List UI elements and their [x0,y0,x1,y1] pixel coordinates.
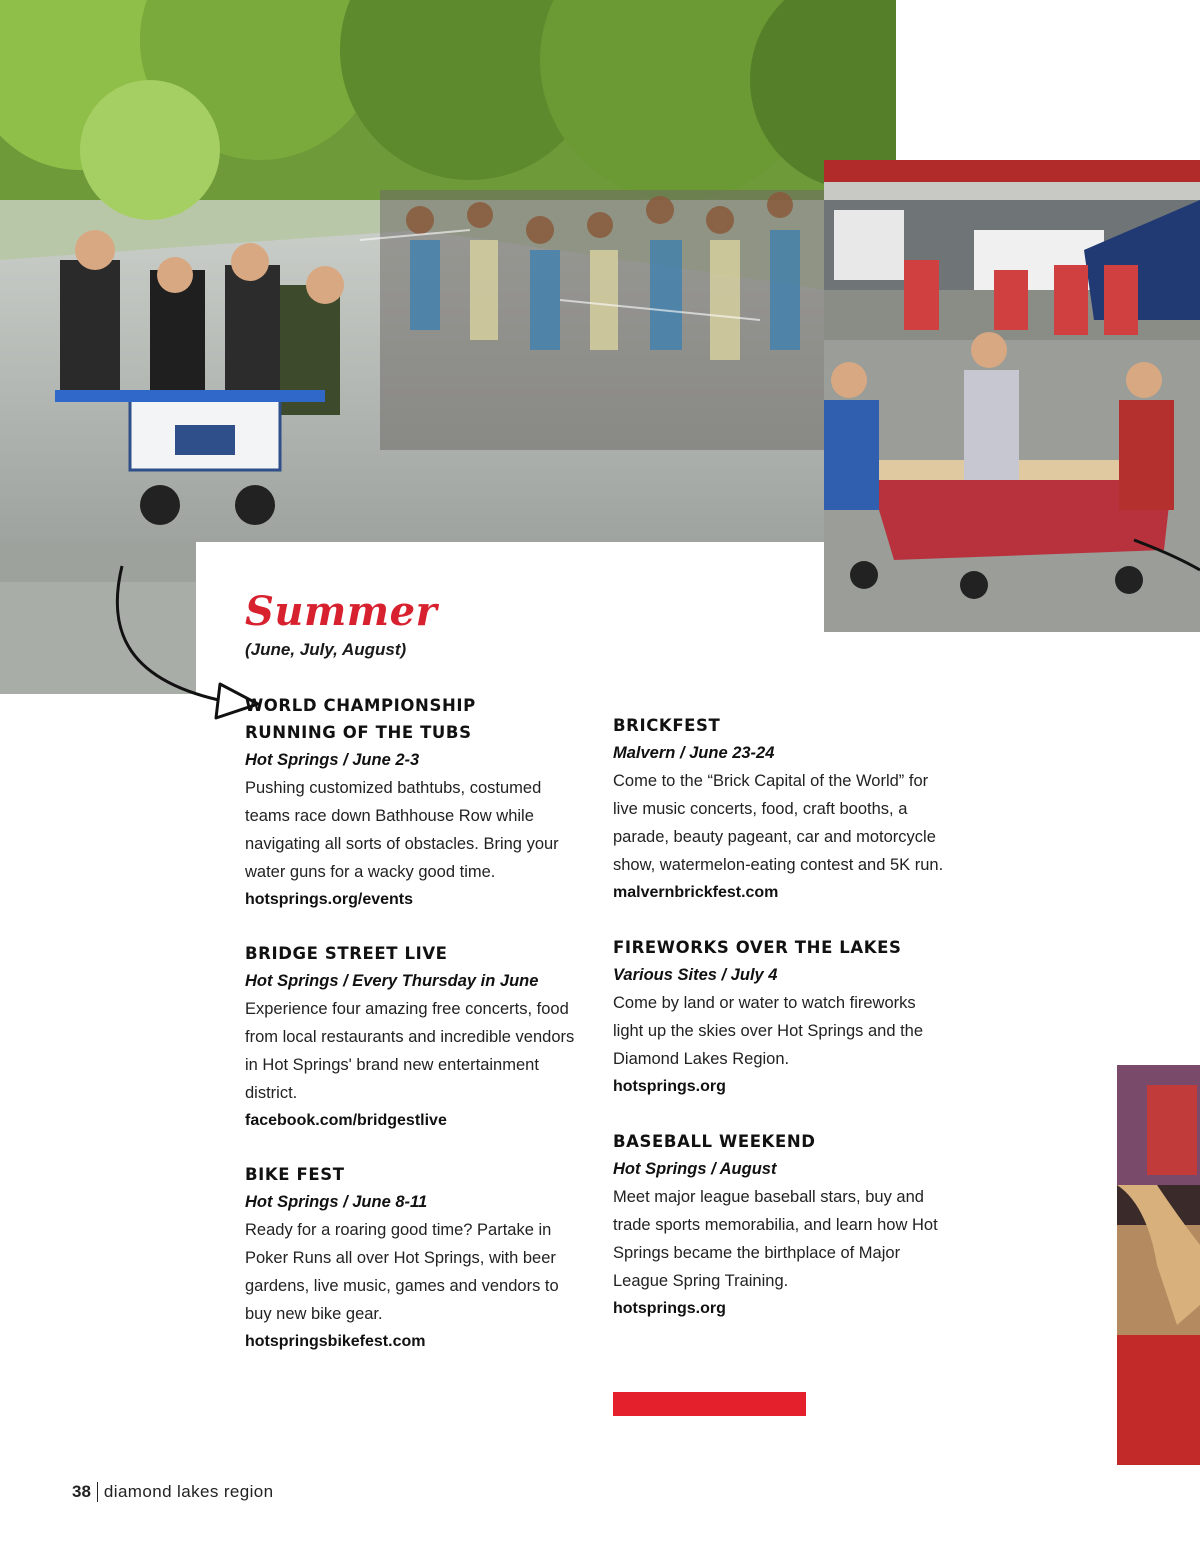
event-running-of-the-tubs [245,692,590,914]
footer-divider [97,1482,98,1502]
event-description: Experience four amazing free concerts, food from local restaurants and incredible vendors in Hot Springs' brand new entertainment district. [245,1000,575,1102]
event-title: BASEBALL WEEKEND [613,1132,816,1151]
events-left-column [245,692,590,1382]
event-when: Various Sites / July 4 [613,966,778,984]
event-fireworks-over-the-lakes [613,934,958,1101]
event-when: Malvern / June 23-24 [613,744,775,762]
event-description: Ready for a roaring good time? Partake in Poker Runs all over Hot Springs, with beer gardens, live music, games and vendors to buy new bike gear. [245,1221,559,1323]
event-bike-fest [245,1161,590,1356]
event-title: BIKE FEST [245,1165,345,1184]
event-bridge-street-live [245,940,590,1135]
event-when: Hot Springs / June 2-3 [245,751,420,769]
event-link[interactable]: hotspringsbikefest.com [245,1333,426,1350]
photo-baseball-expo [1117,1065,1200,1465]
event-link[interactable]: hotsprings.org/events [245,891,414,908]
publication-name: diamond lakes region [103,1482,274,1501]
event-description: Pushing customized bathtubs, costumed teams race down Bathhouse Row while navigating all sorts of obstacles. Bring your water guns for a wacky good time. [245,779,559,881]
baseball-expo-illustration [1117,1065,1200,1465]
event-brickfest [613,712,958,907]
bathtub-race-illustration [0,0,896,542]
event-link[interactable]: malvernbrickfest.com [613,884,779,901]
page-number: 38 [72,1482,91,1501]
event-description: Meet major league baseball stars, buy and trade sports memorabilia, and learn how Hot Springs became the birthplace of Major League Spring Training. [613,1188,938,1290]
page-footer [72,1482,274,1502]
event-link[interactable]: facebook.com/bridgestlive [245,1112,447,1129]
event-when: Hot Springs / Every Thursday in June [245,972,539,990]
season-title: Summer [245,588,438,635]
photo-bathtub-race [0,0,896,542]
event-title: BRICKFEST [613,716,721,735]
event-when: Hot Springs / June 8-11 [245,1193,428,1211]
curved-arrow-icon [108,562,268,722]
event-baseball-weekend [613,1128,958,1323]
decorative-red-bar [613,1392,806,1416]
event-title: WORLD CHAMPIONSHIP RUNNING OF THE TUBS [245,696,476,742]
season-months: (June, July, August) [245,640,407,659]
event-link[interactable]: hotsprings.org [613,1078,726,1095]
canoe-race-illustration [824,160,1200,632]
event-description: Come by land or water to watch fireworks light up the skies over Hot Springs and the Diamond Lakes Region. [613,994,924,1068]
event-when: Hot Springs / August [613,1160,777,1178]
events-right-column [613,712,958,1350]
event-link[interactable]: hotsprings.org [613,1300,726,1317]
event-title: BRIDGE STREET LIVE [245,944,448,963]
photo-canoe-race [824,160,1200,632]
event-description: Come to the “Brick Capital of the World” for live music concerts, food, craft booths, a parade, beauty pageant, car and motorcycle show, watermelon-eating contest and 5K run. [613,772,944,874]
event-title: FIREWORKS OVER THE LAKES [613,938,902,957]
